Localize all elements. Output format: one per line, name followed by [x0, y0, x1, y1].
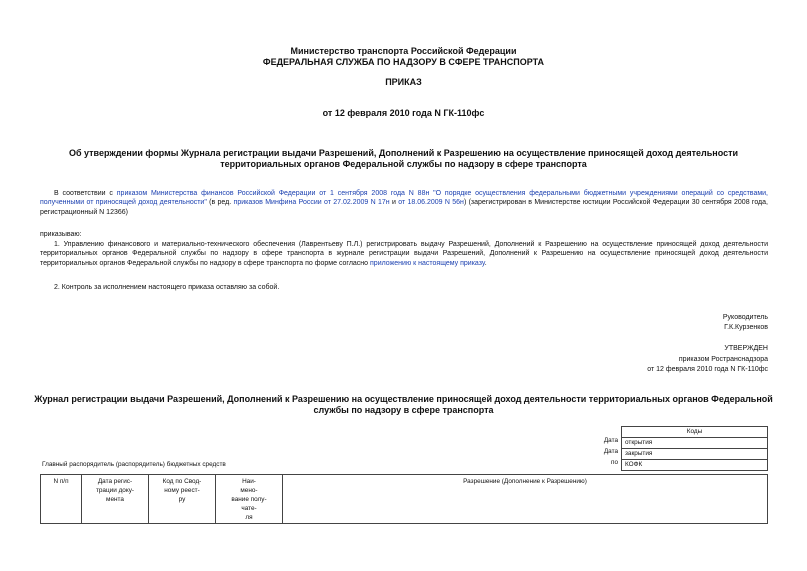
- column-header: Наи- мено- вание полу- чате- ля: [216, 475, 283, 524]
- codes-header: Коды: [622, 427, 768, 438]
- codes-label-date-close: Дата: [603, 448, 618, 455]
- order-title-line2: территориальных органов Федеральной службы по надзору в сфере транспорта: [220, 159, 587, 169]
- journal-header-row: [41, 475, 768, 524]
- approved-word: УТВЕРЖДЕН: [724, 345, 768, 352]
- order-word: приказываю:: [40, 231, 82, 238]
- codes-label-date-open: Дата: [603, 437, 618, 444]
- preamble-text: ) (зарегистрирован в Министерстве юстиции Российской Федерации 30 сентября 2008 года, регистрационный N 12366): [40, 199, 768, 216]
- column-header: Дата регис- трации доку- мента: [82, 475, 149, 524]
- column-header: N п/п: [41, 475, 82, 524]
- codes-table: [621, 426, 768, 471]
- journal-title-line2: службы по надзору в сфере транспорта: [313, 405, 494, 415]
- signature-position: Руководитель: [722, 314, 768, 321]
- link-minfin-order[interactable]: приказом Министерства финансов Российской Федерации от 1 сентября 2008 года N 88н "О порядке осуществления федеральными бюджетными учреждениями операций со средствами, полученными от приносящей доход деятельности": [40, 190, 769, 207]
- order-item-2: 2. Контроль за исполнением настоящего приказа оставляю за собой.: [54, 284, 280, 291]
- preamble-text: В соответствии с: [54, 190, 117, 197]
- item-1-end: .: [484, 259, 487, 267]
- link-appendix[interactable]: приложению к настоящему приказу: [370, 259, 485, 267]
- approved-by: приказом Ространснадзора: [678, 356, 768, 363]
- main-manager-label: Главный распорядитель (распорядитель) бюджетных средств: [42, 461, 226, 468]
- ministry-name: Министерство транспорта Российской Федерации: [290, 46, 517, 56]
- journal-table: [40, 474, 768, 524]
- codes-label-by: по: [610, 459, 618, 466]
- item-1-text: 1. Управлению финансового и материально-технического обеспечения (Лаврентьеву П.Л.) регистрировать выдачу Разрешений, Дополнений к Разрешению на осуществление приносящей доход деятельности территориальных органов Федеральной службы по надзору в сфере транспорта в журнале регистрации выдачи Разрешений, Дополнений к Разрешению на осуществление приносящей доход деятельности территориальных органов Федеральной службы по надзору в сфере транспорта по форме согласно: [40, 241, 768, 267]
- approved-date: от 12 февраля 2010 года N ГК-110фс: [647, 366, 768, 373]
- preamble-paragraph: [40, 189, 768, 217]
- link-minfin-amendment-2[interactable]: от 18.06.2009 N 56н: [398, 199, 464, 207]
- preamble-text: и: [389, 199, 399, 207]
- column-header: Разрешение (Дополнение к Разрешению): [283, 475, 768, 524]
- service-name: ФЕДЕРАЛЬНАЯ СЛУЖБА ПО НАДЗОРУ В СФЕРЕ ТРАНСПОРТА: [262, 57, 545, 67]
- column-header: Код по Свод- ному реест- ру: [149, 475, 216, 524]
- order-item-1: [40, 240, 768, 268]
- order-date-number: от 12 февраля 2010 года N ГК-110фс: [322, 108, 485, 118]
- journal-title-line1: Журнал регистрации выдачи Разрешений, Дополнений к Разрешению на осуществление приносящей доход деятельности территориальных органов Федеральной: [34, 394, 773, 404]
- doc-type: ПРИКАЗ: [385, 77, 422, 87]
- codes-row-open: открытия: [622, 438, 768, 449]
- codes-row-kofk: КОФК: [622, 460, 768, 471]
- codes-row-close: закрытия: [622, 449, 768, 460]
- signature-name: Г.К.Курзенков: [724, 324, 768, 331]
- link-minfin-amendment-1[interactable]: приказов Минфина России от 27.02.2009 N 17н: [233, 199, 390, 207]
- order-title-line1: Об утверждении формы Журнала регистрации выдачи Разрешений, Дополнений к Разрешению на осуществление приносящей доход деятельности: [68, 148, 739, 158]
- preamble-text: (в ред.: [206, 199, 234, 207]
